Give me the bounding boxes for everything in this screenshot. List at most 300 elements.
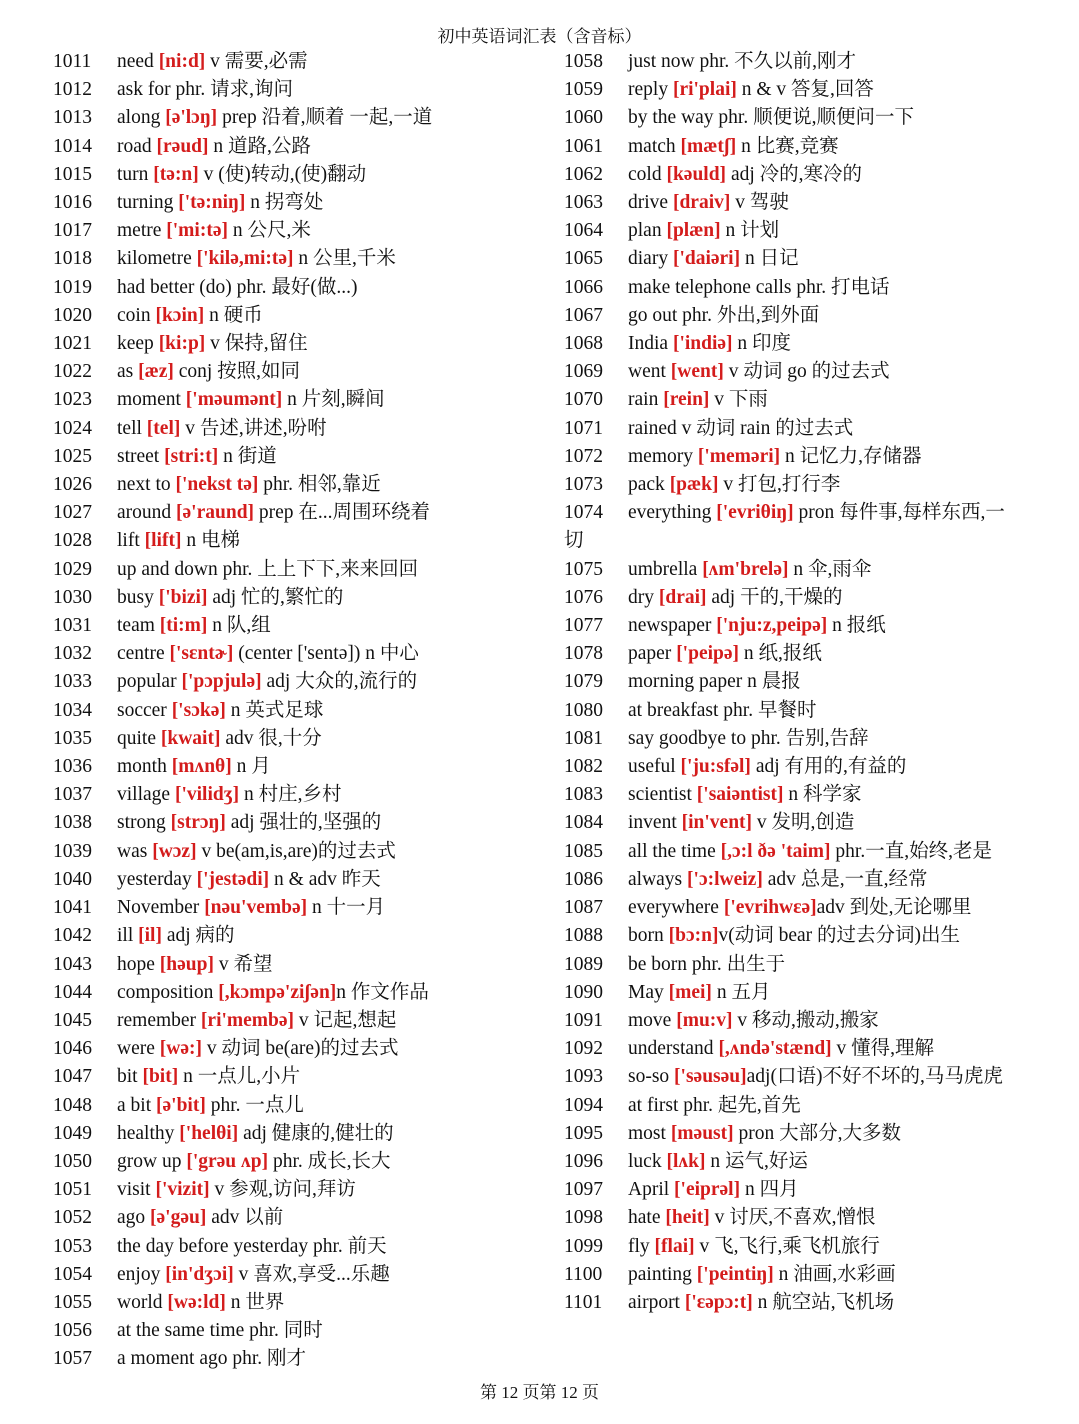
entry-number: 1086	[564, 868, 603, 890]
entry-phonetic: ['pɔpjulə]	[181, 671, 262, 693]
vocab-entry	[53, 245, 553, 273]
vocab-entry	[564, 781, 1024, 809]
vocab-entry	[564, 161, 1024, 189]
vocab-entry	[564, 556, 1024, 584]
vocab-entry	[564, 415, 1024, 443]
entry-phonetic: [ki:p]	[158, 333, 206, 355]
entry-word: April	[628, 1179, 670, 1201]
entry-definition: n 伞,雨伞	[788, 558, 872, 580]
entry-definition: adj 健康的,健壮的	[238, 1122, 394, 1144]
entry-definition: v 动词 go 的过去式	[723, 361, 890, 383]
entry-word: scientist	[628, 784, 692, 806]
entry-phonetic: [nəu'vembə]	[204, 897, 308, 919]
entry-word: newspaper	[628, 615, 712, 637]
entry-word: a moment ago phr. 刚才	[117, 1348, 307, 1370]
entry-number: 1040	[53, 868, 92, 890]
entry-definition: n 世界	[225, 1291, 285, 1313]
vocab-entry	[53, 330, 553, 358]
entry-phonetic: [in'vent]	[681, 812, 753, 834]
entry-definition: v 记起,想起	[294, 1009, 397, 1031]
entry-phonetic: ['vizit]	[155, 1179, 210, 1201]
entry-word: so-so	[628, 1066, 670, 1088]
vocab-entry	[53, 1092, 553, 1120]
entry-number: 1050	[53, 1150, 92, 1172]
entry-word: a bit	[117, 1094, 152, 1116]
entry-word: strong	[117, 812, 166, 834]
entry-word: yesterday	[117, 868, 192, 890]
vocab-entry	[53, 753, 553, 781]
entry-definition: n 油画,水彩画	[773, 1263, 896, 1285]
entry-definition: n 比赛,竞赛	[736, 135, 839, 157]
entry-word: busy	[117, 586, 154, 608]
entry-phonetic: [,ʌndə'stænd]	[718, 1038, 832, 1060]
entry-number: 1097	[564, 1179, 603, 1201]
vocab-entry	[53, 668, 553, 696]
vocab-entry	[564, 302, 1024, 330]
vocab-entry	[564, 499, 1024, 555]
vocab-entry	[53, 781, 553, 809]
entry-number: 1042	[53, 925, 92, 947]
entry-definition: n 村庄,乡村	[239, 784, 342, 806]
entry-number: 1039	[53, 840, 92, 862]
entry-number: 1022	[53, 361, 92, 383]
entry-definition: v 希望	[213, 953, 273, 975]
entry-word: say goodbye to phr. 告别,告辞	[628, 727, 869, 749]
entry-definition: n 五月	[711, 981, 771, 1003]
entry-word: go out phr. 外出,到外面	[628, 304, 820, 326]
entry-number: 1052	[53, 1207, 92, 1229]
vocab-entry	[53, 1148, 553, 1176]
entry-word: hope	[117, 953, 155, 975]
entry-phonetic: ['nekst tə]	[175, 474, 259, 496]
vocab-entry	[53, 386, 553, 414]
entry-number: 1027	[53, 502, 92, 524]
vocab-entry	[53, 640, 553, 668]
entry-number: 1012	[53, 79, 92, 101]
vocab-entry	[53, 1120, 553, 1148]
entry-definition: v 飞,飞行,乘飞机旅行	[694, 1235, 880, 1257]
vocab-entry	[53, 1176, 553, 1204]
entry-word: popular	[117, 671, 177, 693]
entry-word: paper	[628, 643, 672, 665]
vocab-entry	[564, 1148, 1024, 1176]
entry-number: 1083	[564, 784, 603, 806]
entry-definition: v 动词 be(are)的过去式	[201, 1038, 399, 1060]
vocab-entry	[53, 1035, 553, 1063]
entry-number: 1088	[564, 925, 603, 947]
entry-definition: n 航空站,飞机场	[752, 1291, 895, 1313]
entry-word: world	[117, 1291, 163, 1313]
entry-number: 1073	[564, 474, 603, 496]
entry-number: 1032	[53, 643, 92, 665]
entry-number: 1062	[564, 163, 603, 185]
vocab-entry	[53, 894, 553, 922]
entry-phonetic: ['ju:sfəl]	[680, 756, 751, 778]
entry-number: 1011	[53, 51, 92, 72]
entry-definition: adv 到处,无论哪里	[816, 897, 972, 919]
entry-word: keep	[117, 333, 154, 355]
entry-phonetic: [ə'gəu]	[150, 1207, 207, 1229]
entry-number: 1034	[53, 699, 92, 721]
entry-word: the day before yesterday phr. 前天	[117, 1235, 387, 1257]
entry-word: turn	[117, 163, 149, 185]
vocab-entry	[564, 1035, 1024, 1063]
vocab-entry	[53, 104, 553, 132]
entry-word: went	[628, 361, 666, 383]
entry-word: at first phr. 起先,首先	[628, 1094, 801, 1116]
entry-word: diary	[628, 248, 669, 270]
entry-word: cold	[628, 163, 662, 185]
entry-phonetic: ['bizi]	[158, 586, 208, 608]
entry-phonetic: [rəud]	[156, 135, 209, 157]
entry-definition: v 懂得,理解	[831, 1038, 935, 1060]
entry-definition: n 月	[231, 756, 271, 778]
vocab-entry	[564, 697, 1024, 725]
entry-word: quite	[117, 727, 156, 749]
vocab-entry	[564, 894, 1024, 922]
entry-number: 1076	[564, 586, 603, 608]
entry-number: 1056	[53, 1320, 92, 1342]
entry-definition: n 科学家	[783, 784, 862, 806]
entry-number: 1029	[53, 558, 92, 580]
vocab-entry	[53, 161, 553, 189]
entry-word: always	[628, 868, 683, 890]
entry-number: 1028	[53, 530, 92, 552]
entry-number: 1015	[53, 163, 92, 185]
vocab-entry	[564, 809, 1024, 837]
entry-number: 1068	[564, 333, 603, 355]
entry-definition: v 告述,讲述,吩咐	[180, 417, 327, 439]
entry-word: rain	[628, 389, 659, 411]
entry-number: 1038	[53, 812, 92, 834]
entry-phonetic: [plæn]	[666, 220, 721, 242]
entry-word: street	[117, 445, 160, 467]
entry-phonetic: ['məumənt]	[185, 389, 283, 411]
entry-definition: phr. 一点儿	[205, 1094, 304, 1116]
entry-number: 1100	[564, 1263, 603, 1285]
vocab-entry	[564, 443, 1024, 471]
vocab-entry	[53, 584, 553, 612]
entry-number: 1096	[564, 1150, 603, 1172]
entry-phonetic: [ti:m]	[159, 615, 208, 637]
entry-word: November	[117, 897, 200, 919]
entry-number: 1060	[564, 107, 603, 129]
entry-number: 1021	[53, 333, 92, 355]
entry-definition: adj 有用的,有益的	[750, 756, 907, 778]
entry-word: kilometre	[117, 248, 192, 270]
entry-phonetic: ['ɔ:lweiz]	[687, 868, 763, 890]
vocab-entry	[53, 217, 553, 245]
entry-phonetic: [ə'lɔŋ]	[165, 107, 218, 129]
entry-word: up and down phr. 上上下下,来来回回	[117, 558, 419, 580]
vocab-entry	[53, 443, 553, 471]
entry-word: bit	[117, 1066, 138, 1088]
entry-number: 1091	[564, 1009, 603, 1031]
entry-definition: phr.一直,始终,老是	[830, 840, 992, 862]
entry-word: metre	[117, 220, 162, 242]
entry-number: 1046	[53, 1038, 92, 1060]
entry-phonetic: [məust]	[670, 1122, 734, 1144]
vocab-entry	[53, 838, 553, 866]
vocab-entry	[564, 217, 1024, 245]
entry-number: 1074	[564, 502, 603, 524]
entry-word: need	[117, 51, 154, 72]
page-footer: 第 12 页第 12 页	[480, 1383, 599, 1402]
entry-word: be born phr. 出生于	[628, 953, 786, 975]
entry-definition: prep 在...周围环绕着	[254, 502, 431, 524]
vocab-entry	[564, 979, 1024, 1007]
entry-word: reply	[628, 79, 669, 101]
vocab-entry	[53, 979, 553, 1007]
vocab-entry	[53, 922, 553, 950]
entry-word: were	[117, 1038, 155, 1060]
entry-phonetic: [mu:v]	[676, 1009, 733, 1031]
entry-number: 1026	[53, 474, 92, 496]
entry-phonetic: ['evrihwɛə]	[723, 897, 817, 919]
entry-definition: pron 大部分,大多数	[733, 1122, 902, 1144]
entry-definition: v 喜欢,享受...乐趣	[233, 1263, 390, 1285]
vocab-entry	[564, 1120, 1024, 1148]
entry-number: 1055	[53, 1291, 92, 1313]
entry-definition: n 十一月	[307, 897, 386, 919]
vocab-entry	[564, 245, 1024, 273]
vocab-entry	[564, 1261, 1024, 1289]
entry-phonetic: [drai]	[658, 586, 707, 608]
entry-number: 1077	[564, 615, 603, 637]
entry-word: dry	[628, 586, 654, 608]
entry-number: 1094	[564, 1094, 603, 1116]
entry-word: remember	[117, 1009, 197, 1031]
entry-number: 1024	[53, 417, 92, 439]
entry-word: healthy	[117, 1122, 175, 1144]
entry-phonetic: ['sɔkə]	[171, 699, 226, 721]
entry-phonetic: [lift]	[144, 530, 182, 552]
entry-phonetic: [æz]	[138, 361, 174, 383]
vocab-entry	[53, 612, 553, 640]
entry-definition: n & adv 昨天	[269, 868, 381, 890]
vocab-entry	[564, 189, 1024, 217]
vocab-column-right	[564, 48, 1024, 1317]
entry-definition: n 公里,千米	[293, 248, 396, 270]
entry-phonetic: ['peintiŋ]	[696, 1263, 774, 1285]
entry-word: make telephone calls phr. 打电话	[628, 276, 890, 298]
vocab-entry	[53, 302, 553, 330]
entry-word: just now phr. 不久以前,刚才	[628, 51, 857, 72]
vocab-entry	[53, 1063, 553, 1091]
entry-phonetic: ['sɛntɚ]	[169, 643, 234, 665]
vocab-entry	[53, 48, 553, 76]
entry-definition: v 驾驶	[730, 192, 789, 214]
vocab-entry	[53, 951, 553, 979]
entry-definition: adj 忙的,繁忙的	[207, 586, 344, 608]
entry-number: 1017	[53, 220, 92, 242]
entry-phonetic: ['evriθiŋ]	[716, 502, 794, 524]
entry-word: next to	[117, 474, 171, 496]
entry-word: moment	[117, 389, 181, 411]
entry-phonetic: [bɔ:n]	[668, 925, 719, 947]
entry-number: 1065	[564, 248, 603, 270]
entry-word: at the same time phr. 同时	[117, 1320, 323, 1342]
entry-definition: n 硬币	[204, 304, 263, 326]
vocab-entry	[564, 838, 1024, 866]
entry-word: at breakfast phr. 早餐时	[628, 699, 817, 721]
entry-word: move	[628, 1009, 672, 1031]
entry-word: everything	[628, 502, 712, 524]
entry-definition: v 打包,打行李	[718, 474, 841, 496]
entry-definition: v 参观,访问,拜访	[209, 1179, 356, 1201]
entry-phonetic: [kwait]	[160, 727, 221, 749]
entry-number: 1051	[53, 1179, 92, 1201]
entry-definition: adj(口语)不好不坏的,马马虎虎	[746, 1066, 1003, 1088]
entry-definition: n 四月	[740, 1179, 799, 1201]
entry-number: 1054	[53, 1263, 92, 1285]
entry-word: most	[628, 1122, 666, 1144]
entry-number: 1093	[564, 1066, 603, 1088]
vocab-entry	[53, 133, 553, 161]
entry-number: 1071	[564, 417, 603, 439]
entry-word: tell	[117, 417, 142, 439]
entry-definition: n 街道	[218, 445, 277, 467]
entry-phonetic: [ʌm'brelə]	[702, 558, 789, 580]
entry-definition: n 一点儿,小片	[178, 1066, 301, 1088]
entry-word: airport	[628, 1291, 680, 1313]
entry-phonetic: [stri:t]	[164, 445, 219, 467]
entry-definition: n 道路,公路	[208, 135, 311, 157]
entry-phonetic: [draiv]	[672, 192, 731, 214]
entry-word: road	[117, 135, 152, 157]
entry-number: 1069	[564, 361, 603, 383]
entry-definition: n 报纸	[827, 615, 886, 637]
entry-word: by the way phr. 顺便说,顺便问一下	[628, 107, 914, 129]
entry-phonetic: [mætʃ]	[680, 135, 737, 157]
entry-phonetic: [il]	[138, 925, 162, 947]
entry-word: drive	[628, 192, 669, 214]
vocab-entry	[53, 866, 553, 894]
entry-phonetic: ['kilə,mi:tə]	[196, 248, 294, 270]
entry-number: 1066	[564, 276, 603, 298]
entry-definition: v 需要,必需	[205, 51, 308, 72]
vocab-entry	[53, 1289, 553, 1317]
entry-definition: n 队,组	[207, 615, 271, 637]
entry-word: coin	[117, 304, 151, 326]
entry-number: 1087	[564, 897, 603, 919]
vocab-entry	[53, 1261, 553, 1289]
entry-number: 1075	[564, 558, 603, 580]
entry-phonetic: [ə'raund]	[176, 502, 255, 524]
entry-definition: prep 沿着,顺着 一起,一道	[217, 107, 433, 129]
entry-number: 1079	[564, 671, 603, 693]
entry-number: 1045	[53, 1009, 92, 1031]
entry-number: 1023	[53, 389, 92, 411]
entry-phonetic: [went]	[670, 361, 724, 383]
entry-number: 1031	[53, 615, 92, 637]
entry-phonetic: ['jestədi]	[196, 868, 270, 890]
vocab-entry	[564, 668, 1024, 696]
entry-word: hate	[628, 1207, 661, 1229]
entry-word: ask for phr. 请求,询问	[117, 79, 294, 101]
vocab-entry	[53, 415, 553, 443]
entry-definition: phr. 相邻,靠近	[258, 474, 381, 496]
vocab-entry	[53, 556, 553, 584]
entry-phonetic: ['tə:niŋ]	[178, 192, 246, 214]
entry-definition: n 英式足球	[225, 699, 324, 721]
entry-number: 1080	[564, 699, 603, 721]
vocab-entry	[564, 274, 1024, 302]
entry-word: team	[117, 615, 155, 637]
entry-definition: v(动词 bear 的过去分词)出生	[718, 925, 960, 947]
vocab-entry	[53, 189, 553, 217]
entry-number: 1030	[53, 586, 92, 608]
entry-definition: adj 病的	[161, 925, 235, 947]
entry-word: everywhere	[628, 897, 719, 919]
entry-number: 1057	[53, 1348, 92, 1370]
entry-definition: adv 很,十分	[220, 727, 322, 749]
entry-number: 1101	[564, 1291, 603, 1313]
vocab-entry	[53, 697, 553, 725]
entry-word: turning	[117, 192, 174, 214]
entry-phonetic: ['səusəu]	[674, 1066, 747, 1088]
entry-definition: n 拐弯处	[245, 192, 324, 214]
entry-phonetic: [,ɔ:l ðə 'taim]	[720, 840, 831, 862]
vocab-entry	[564, 866, 1024, 894]
entry-number: 1049	[53, 1122, 92, 1144]
entry-phonetic: [lʌk]	[666, 1150, 706, 1172]
entry-word: all the time	[628, 840, 716, 862]
entry-number: 1061	[564, 135, 603, 157]
entry-word: enjoy	[117, 1263, 161, 1285]
entry-number: 1014	[53, 135, 92, 157]
entry-word: visit	[117, 1179, 151, 1201]
vocab-entry	[53, 1007, 553, 1035]
entry-number: 1058	[564, 51, 603, 72]
entry-definition: adv 以前	[206, 1207, 284, 1229]
entry-definition: conj 按照,如同	[173, 361, 301, 383]
entry-phonetic: [in'dʒɔi]	[165, 1263, 234, 1285]
entry-number: 1044	[53, 981, 92, 1003]
vocab-entry	[564, 640, 1024, 668]
entry-number: 1095	[564, 1122, 603, 1144]
vocab-entry	[564, 1204, 1024, 1232]
entry-number: 1041	[53, 897, 92, 919]
entry-definition: v 保持,留住	[205, 333, 308, 355]
entry-word: useful	[628, 756, 676, 778]
vocab-entry	[53, 499, 553, 527]
vocab-entry	[564, 753, 1024, 781]
entry-phonetic: [wɔz]	[152, 840, 197, 862]
entry-phonetic: [heit]	[665, 1207, 710, 1229]
entry-number: 1033	[53, 671, 92, 693]
vocab-entry	[564, 48, 1024, 76]
entry-word: umbrella	[628, 558, 698, 580]
entry-number: 1063	[564, 192, 603, 214]
entry-definition: (center ['sentə]) n 中心	[233, 643, 419, 665]
entry-phonetic: [ri'plai]	[672, 79, 737, 101]
vocab-entry	[53, 1233, 553, 1261]
entry-word: painting	[628, 1263, 692, 1285]
entry-word: around	[117, 502, 172, 524]
entry-number: 1020	[53, 304, 92, 326]
entry-phonetic: [mei]	[668, 981, 712, 1003]
entry-number: 1070	[564, 389, 603, 411]
entry-word: rained v 动词 rain 的过去式	[628, 417, 854, 439]
entry-word: lift	[117, 530, 140, 552]
entry-phonetic: [ə'bit]	[156, 1094, 206, 1116]
vocab-entry	[564, 922, 1024, 950]
entry-phonetic: [tə:n]	[153, 163, 199, 185]
entry-number: 1092	[564, 1038, 603, 1060]
entry-number: 1098	[564, 1207, 603, 1229]
entry-word: was	[117, 840, 148, 862]
